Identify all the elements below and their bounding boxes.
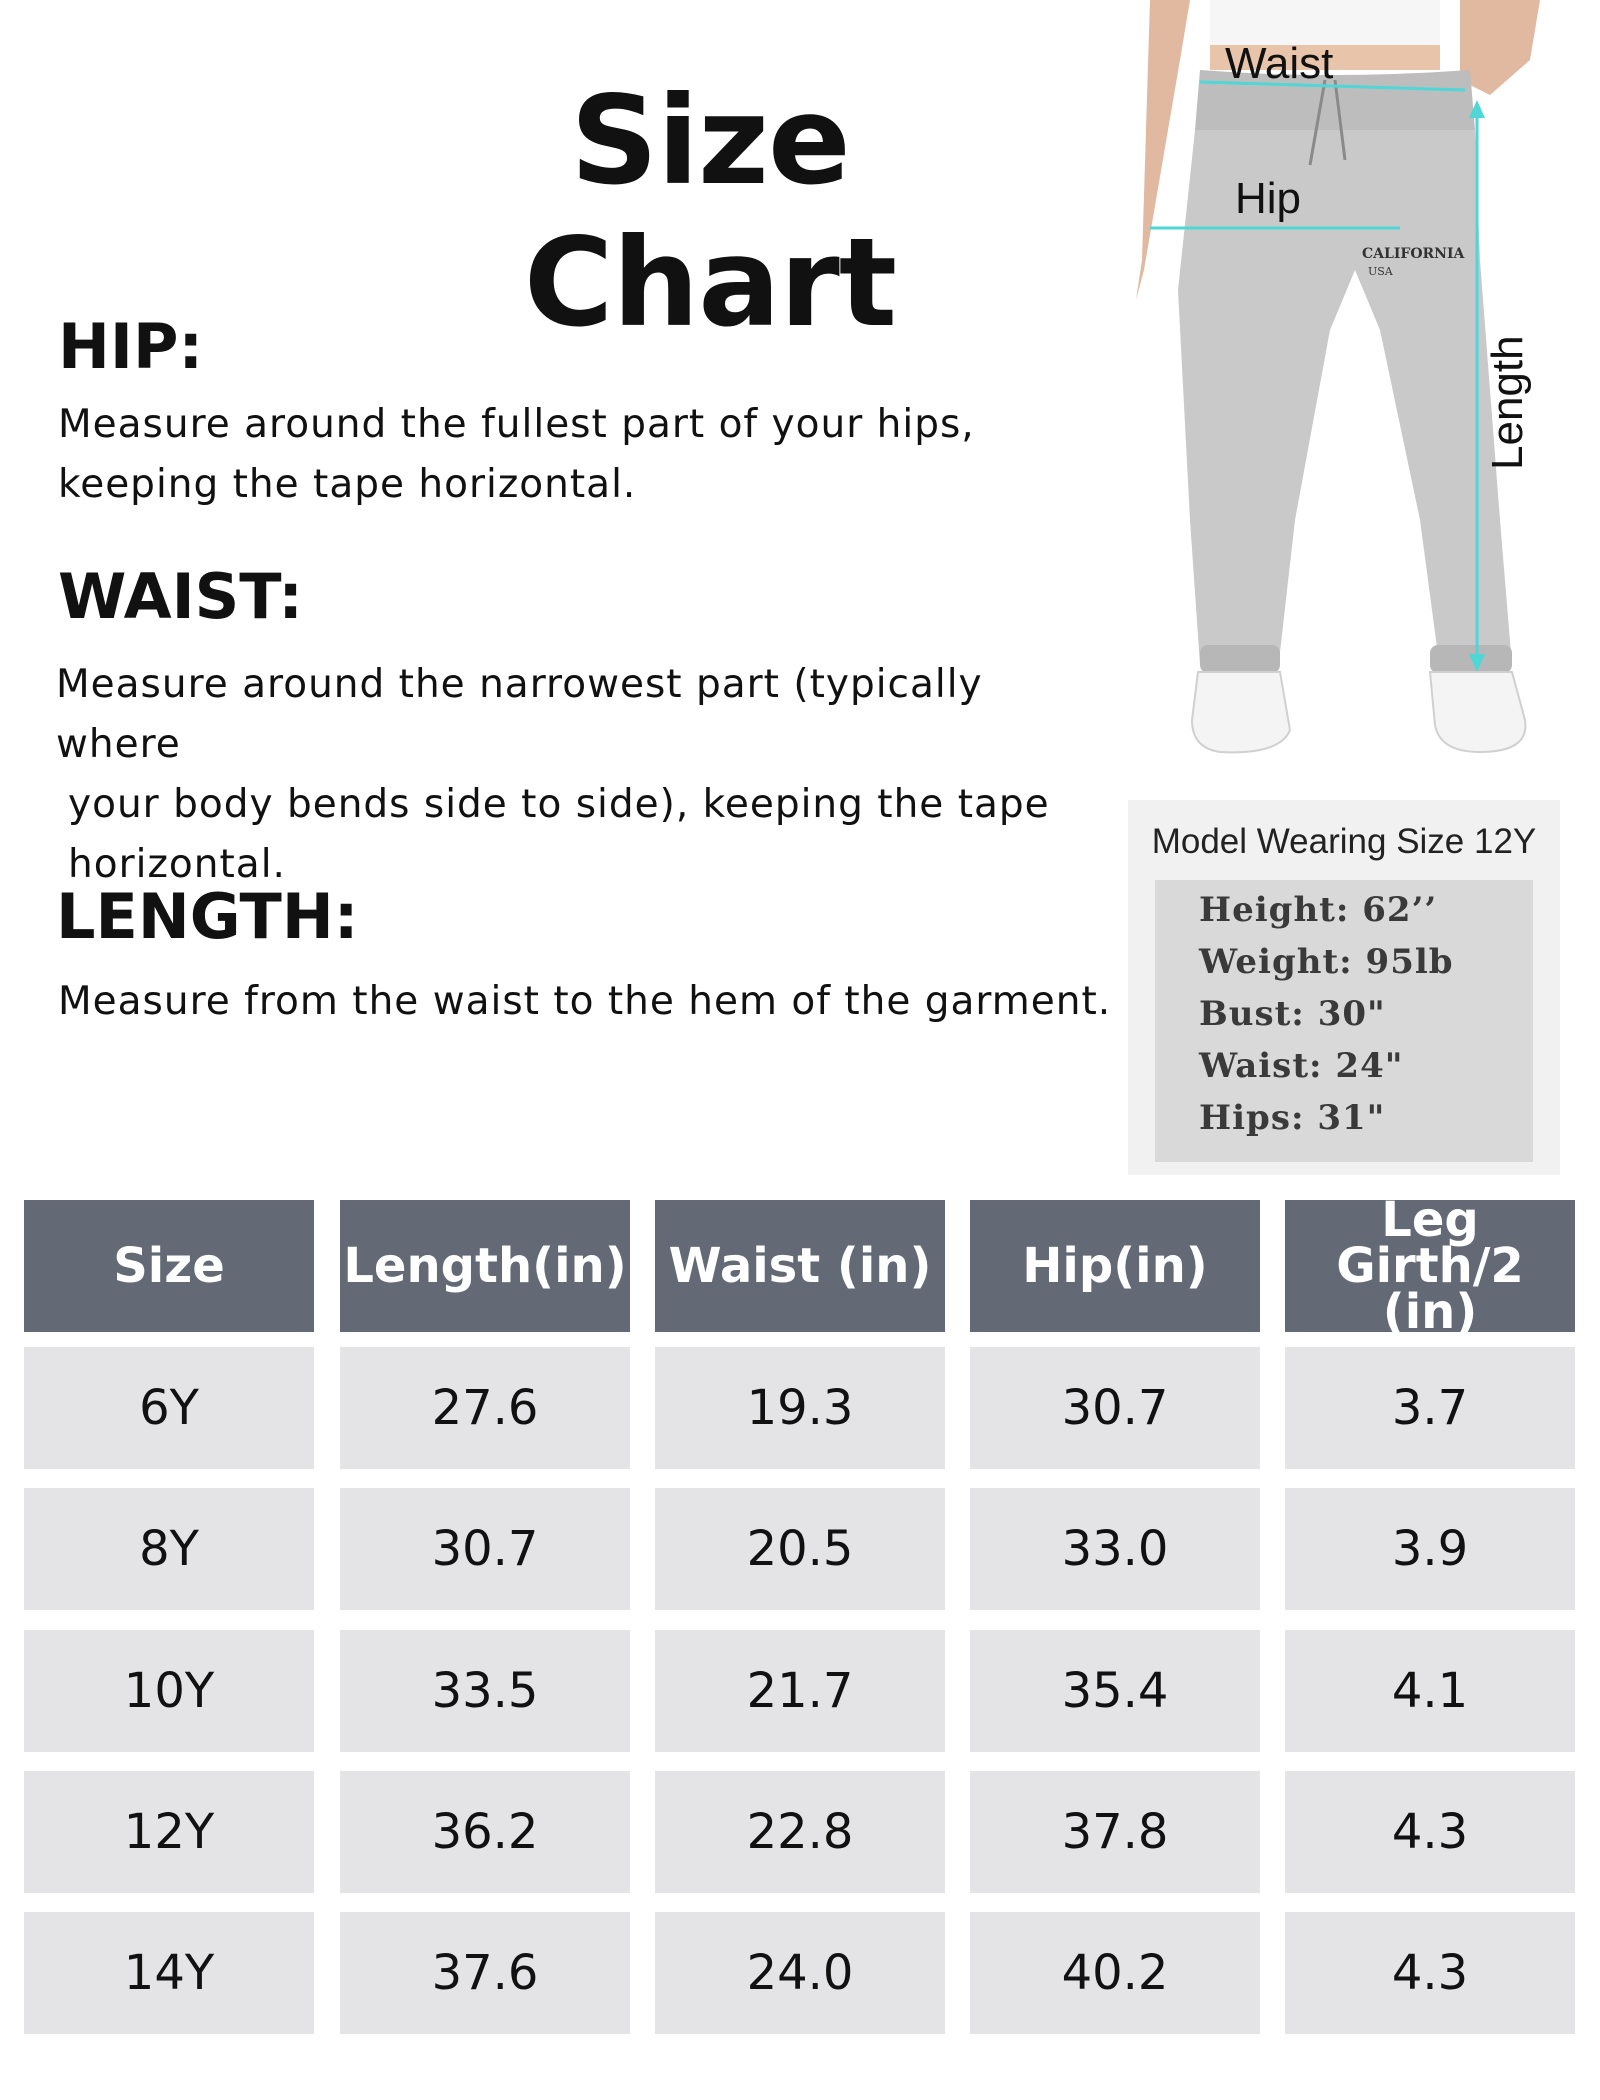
table-cell: 3.7: [1285, 1347, 1575, 1469]
table-cell: 27.6: [340, 1347, 630, 1469]
table-cell: 33.5: [340, 1630, 630, 1752]
table-cell: 19.3: [655, 1347, 945, 1469]
right-cuff: [1430, 645, 1512, 673]
table-cell: 40.2: [970, 1912, 1260, 2034]
model-figure: [1130, 0, 1550, 780]
hip-line-1: Measure around the fullest part of your hips,: [58, 402, 975, 447]
header-hip: Hip(in): [970, 1200, 1260, 1332]
table-cell: 22.8: [655, 1771, 945, 1893]
table-cell: 37.6: [340, 1912, 630, 2034]
waist-line-2: your body bends side to side), keeping the tape: [68, 782, 1050, 827]
model-bust: Bust: 30": [1199, 994, 1386, 1034]
length-label: Length: [1483, 335, 1532, 470]
length-instructions: [58, 972, 1118, 1032]
table-cell: 4.3: [1285, 1912, 1575, 2034]
right-shoe: [1430, 672, 1525, 752]
left-cuff: [1200, 645, 1280, 673]
table-cell: 6Y: [24, 1347, 314, 1469]
table-cell: 3.9: [1285, 1488, 1575, 1610]
table-cell: 20.5: [655, 1488, 945, 1610]
pants: [1178, 130, 1512, 670]
page-title: Size Chart: [523, 70, 897, 354]
table-cell: 30.7: [340, 1488, 630, 1610]
table-cell: 33.0: [970, 1488, 1260, 1610]
table-cell: 10Y: [24, 1630, 314, 1752]
hip-heading: HIP:: [58, 310, 204, 383]
table-cell: 21.7: [655, 1630, 945, 1752]
table-cell: 30.7: [970, 1347, 1260, 1469]
table-cell: 4.3: [1285, 1771, 1575, 1893]
table-cell: 35.4: [970, 1630, 1260, 1752]
waist-label: Waist: [1225, 39, 1334, 88]
model-height: Height: 62’’: [1199, 890, 1438, 930]
table-cell: 37.8: [970, 1771, 1260, 1893]
waist-heading: WAIST:: [58, 560, 304, 633]
table-cell: 36.2: [340, 1771, 630, 1893]
hip-label: Hip: [1235, 174, 1302, 223]
header-waist: Waist (in): [655, 1200, 945, 1332]
table-cell: 14Y: [24, 1912, 314, 2034]
right-arm: [1460, 0, 1540, 95]
table-cell: 12Y: [24, 1771, 314, 1893]
header-leg-girth: Leg Girth/2 (in): [1285, 1200, 1575, 1332]
table-cell: 24.0: [655, 1912, 945, 2034]
model-weight: Weight: 95lb: [1199, 942, 1454, 982]
model-stats-panel: [1155, 880, 1533, 1162]
waist-instructions: [56, 655, 1116, 895]
model-hips: Hips: 31": [1199, 1098, 1386, 1138]
table-cell: 8Y: [24, 1488, 314, 1610]
print-sub: USA: [1368, 265, 1393, 278]
table-cell: 4.1: [1285, 1630, 1575, 1752]
length-line-1: Measure from the waist to the hem of the garment.: [58, 979, 1112, 1024]
hip-instructions: [58, 395, 1118, 515]
waist-line-1: Measure around the narrowest part (typically where: [56, 662, 983, 767]
print-text: CALIFORNIA: [1362, 246, 1465, 262]
model-info-box: [1128, 800, 1560, 1175]
hip-line-2: keeping the tape horizontal.: [58, 462, 637, 507]
header-length: Length(in): [340, 1200, 630, 1332]
left-shoe: [1192, 672, 1290, 752]
model-title: Model Wearing Size 12Y: [1151, 822, 1537, 861]
model-waist: Waist: 24": [1199, 1046, 1404, 1086]
header-size: Size: [24, 1200, 314, 1332]
waist-line-3: horizontal.: [68, 842, 286, 887]
length-heading: LENGTH:: [56, 880, 359, 953]
